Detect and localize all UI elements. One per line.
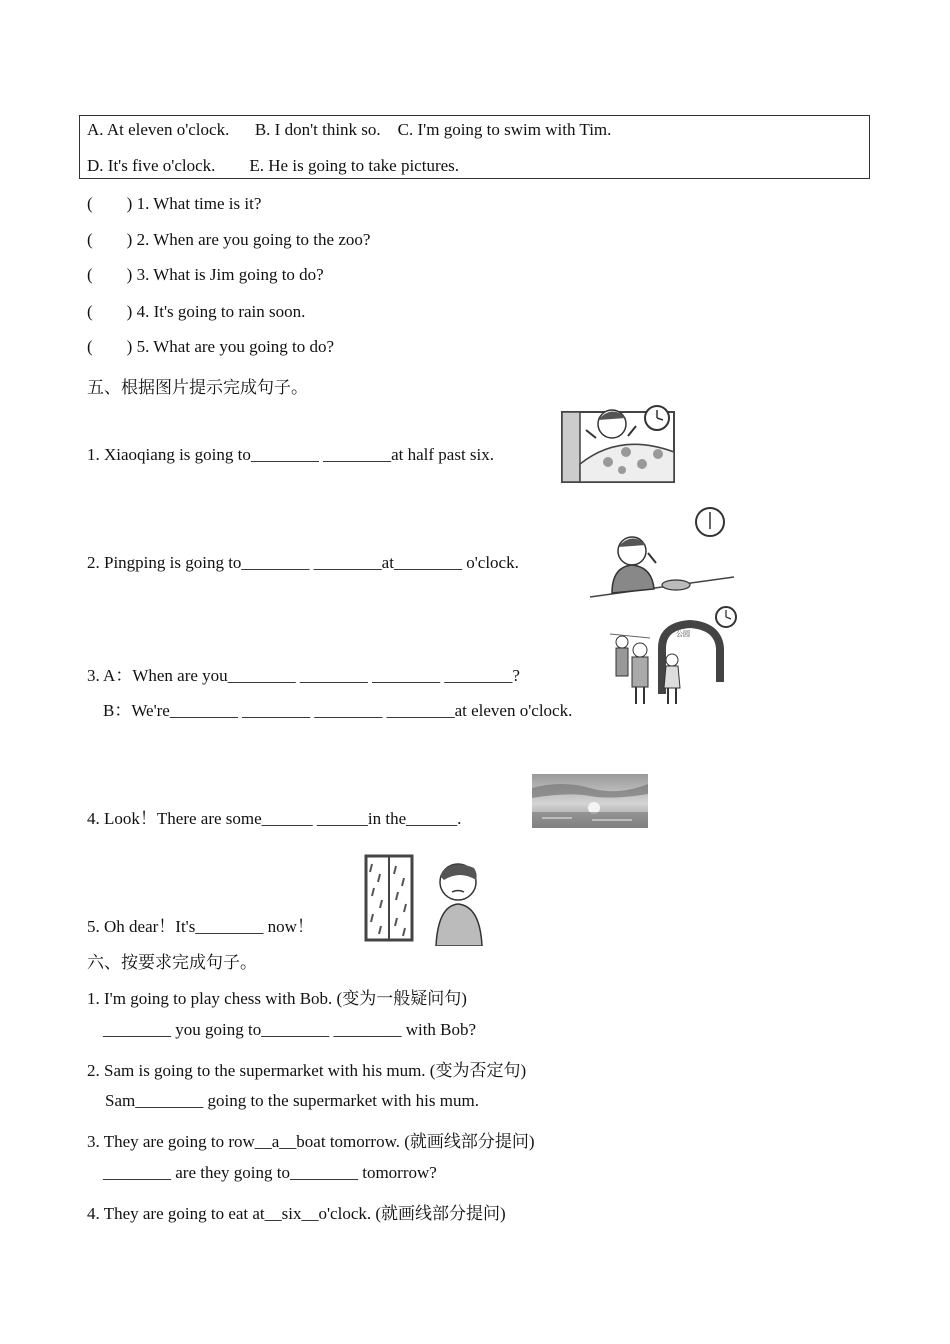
section-5-question-1: 1. Xiaoqiang is going to________ ________at half past six. [87,445,495,464]
section-6-title: 六、按要求完成句子。 [87,953,257,973]
section-6-question-2: 2. Sam is going to the supermarket with his mum. (变为否定句) [87,1061,527,1080]
section-6-answer-2: Sam________ going to the supermarket with his mum. [105,1091,479,1110]
section-5-question-4: 4. Look！There are some______ ______in the______. [87,809,462,828]
section-6-question-3: 3. They are going to row__a__boat tomorrow. (就画线部分提问) [87,1132,535,1151]
park-gate-sign: 公园 [676,630,690,638]
matching-question-4: ( ) 4. It's going to rain soon. [87,302,306,321]
boy-waking-up-icon [560,402,678,486]
section-6-answer-3: ________ are they going to________ tomorrow? [103,1163,437,1182]
section-6-question-4: 4. They are going to eat at__six__o'clock. (就画线部分提问) [87,1204,506,1223]
options-row-2: D. It's five o'clock. E. He is going to take pictures. [87,156,460,175]
section-5-question-3b: B：We're________ ________ ________ ________at eleven o'clock. [103,701,573,720]
section-5-title: 五、根据图片提示完成句子。 [87,378,308,398]
section-6-question-1: 1. I'm going to play chess with Bob. (变为一般疑问句) [87,989,467,1008]
section-5-question-3a: 3. A：When are you________ ________ ________ ________? [87,666,520,685]
matching-question-2: ( ) 2. When are you going to the zoo? [87,230,371,249]
family-park-icon [610,604,738,710]
section-5-question-2: 2. Pingping is going to________ ________at________ o'clock. [87,553,519,572]
section-5-question-5: 5. Oh dear！It's________ now！ [87,917,314,936]
sunset-icon [532,774,648,828]
matching-question-5: ( ) 5. What are you going to do? [87,337,335,356]
section-6-answer-1: ________ you going to________ ________ with Bob? [103,1020,477,1039]
options-row-1: A. At eleven o'clock. B. I don't think so. C. I'm going to swim with Tim. [87,120,612,139]
matching-question-1: ( ) 1. What time is it? [87,194,262,213]
rainy-window-icon [364,854,494,946]
boy-eating-icon [588,505,736,601]
matching-question-3: ( ) 3. What is Jim going to do? [87,265,324,284]
